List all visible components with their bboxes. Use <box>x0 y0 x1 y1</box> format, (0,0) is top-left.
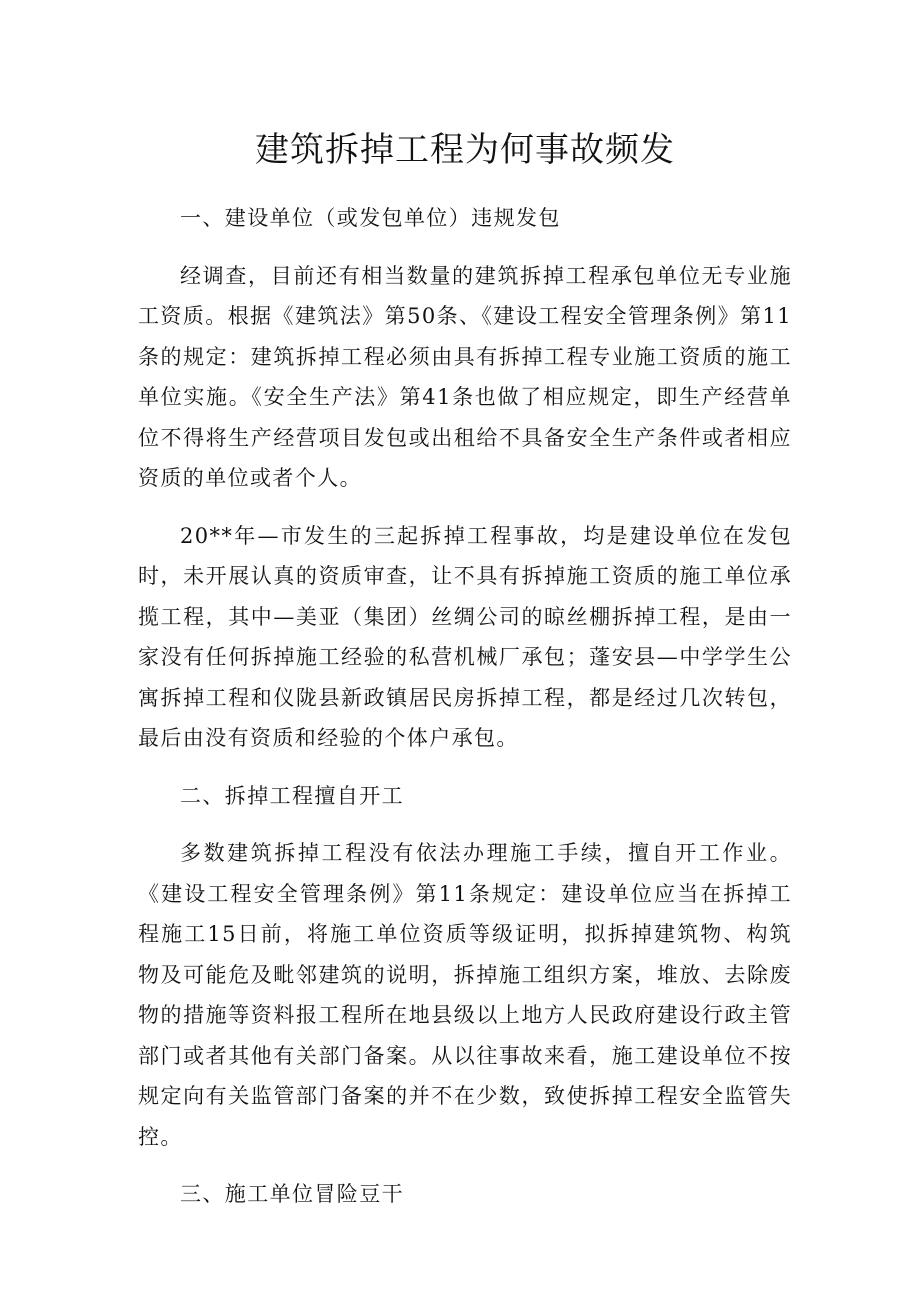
document-body <box>138 198 792 1232</box>
section-heading-2: 二、拆掉工程擅自开工 <box>180 783 404 808</box>
document-title: 建筑拆掉工程为何事故频发 <box>255 130 675 170</box>
section-heading-3: 三、施工单位冒险豆干 <box>180 1182 404 1206</box>
section-1-paragraph-1: 经调查，目前还有相当数量的建筑拆掉工程承包单位无专业施工资质。根据《建筑法》第50条、《建设工程安全管理条例》第11条的规定：建筑拆掉工程必须由具有拆掉工程专业施工资质的施工单位实施。《安全生产法》第41条也做了相应规定，即生产经营单位不得将生产经营项目发包或出租给不具备安全生产条件或者相应资质的单位或者个人。 <box>138 263 792 490</box>
section-1-paragraph-2: 20**年—市发生的三起拆掉工程事故，均是建设单位在发包时，未开展认真的资质审查，让不具有拆掉施工资质的施工单位承揽工程，其中—美亚（集团）丝绸公司的晾丝棚拆掉工程，是由一家没有任何拆掉施工经验的私营机械厂承包；蓬安县—中学学生公寓拆掉工程和仪陇县新政镇居民房拆掉工程，都是经过几次转包，最后由没有资质和经验的个体户承包。 <box>138 523 792 750</box>
section-heading-1: 一、建设单位（或发包单位）违规发包 <box>180 206 561 230</box>
section-2-paragraph-1: 多数建筑拆掉工程没有依法办理施工手续，擅自开工作业。《建设工程安全管理条例》第11条规定：建设单位应当在拆掉工程施工15日前，将施工单位资质等级证明，拟拆掉建筑物、构筑物及可能危及毗邻建筑的说明，拆掉施工组织方案，堆放、去除废物的措施等资料报工程所在地县级以上地方人民政府建设行政主管部门或者其他有关部门备案。从以往事故来看，施工建设单位不按规定向有关监管部门备案的并不在少数，致使拆掉工程安全监管失控。 <box>138 841 792 1149</box>
